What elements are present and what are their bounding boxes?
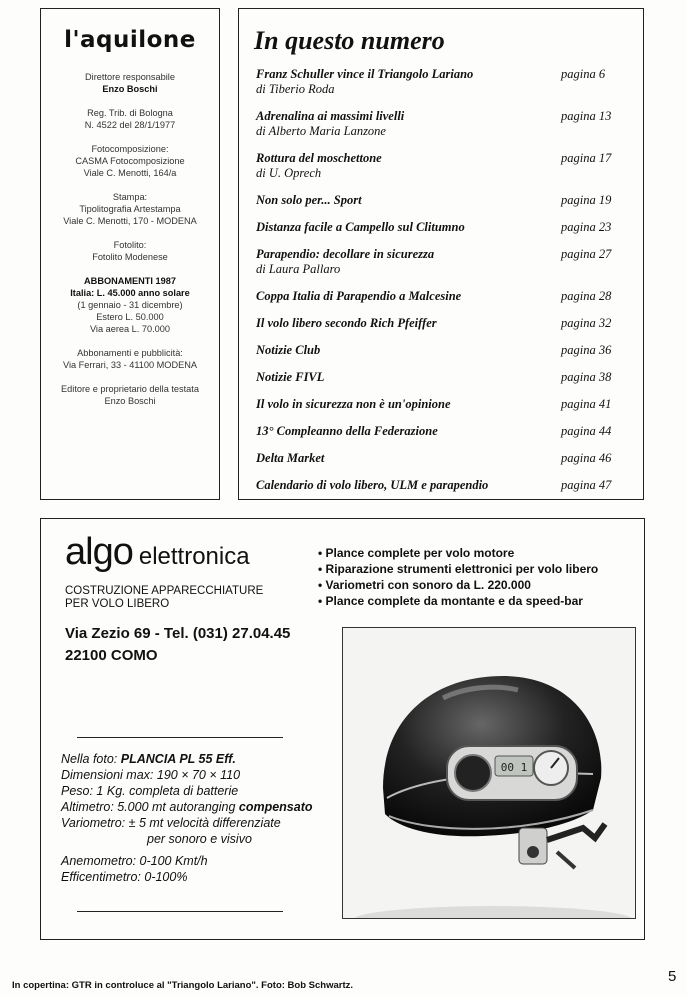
toc-entry-page: pagina 46 xyxy=(561,451,612,465)
toc-entry xyxy=(256,289,633,304)
fotocomposizione-label: Fotocomposizione: xyxy=(91,144,169,154)
fotolito-block xyxy=(41,239,219,263)
toc-entry-title: Franz Schuller vince il Triangolo Lariano xyxy=(256,67,474,81)
abbonamenti-italia: Italia: L. 45.000 anno solare xyxy=(70,288,190,298)
toc-entry-title: Coppa Italia di Parapendio a Malcesine xyxy=(256,289,462,303)
toc-entry-page: pagina 23 xyxy=(561,220,612,234)
table-of-contents xyxy=(238,8,644,500)
feature-item: • Riparazione strumenti elettronici per volo libero xyxy=(318,562,599,576)
abbonamenti-estero: Estero L. 50.000 xyxy=(96,312,164,322)
spec-altimetro-label: Altimetro: 5.000 mt autoranging xyxy=(61,800,239,814)
fotolito-line-1: Fotolito Modenese xyxy=(92,252,168,262)
helmet-photo-icon xyxy=(343,628,635,918)
brand-main: algo xyxy=(65,531,133,573)
spec-foto-label: Nella foto: xyxy=(61,752,121,766)
toc-entry-page: pagina 47 xyxy=(561,478,612,492)
toc-entry-title: Distanza facile a Campello sul Clitumno xyxy=(256,220,465,234)
feature-item: • Plance complete da montante e da speed-bar xyxy=(318,594,583,608)
spec-variometro-value: ± 5 mt velocità differenziate xyxy=(128,816,281,830)
fotolito-label: Fotolito: xyxy=(113,240,147,250)
pubblicita-block xyxy=(41,347,219,371)
toc-entry xyxy=(256,397,633,412)
toc-entry xyxy=(256,478,633,493)
toc-entry-page: pagina 27 xyxy=(561,247,612,261)
registration-block xyxy=(41,107,219,131)
brand-sub: elettronica xyxy=(138,543,250,570)
abbonamenti-period: (1 gennaio - 31 dicembre) xyxy=(77,300,183,310)
toc-entry xyxy=(256,370,633,385)
spec-variometro xyxy=(61,815,313,831)
toc-entry-page: pagina 28 xyxy=(561,289,612,303)
toc-entry-title: Non solo per... Sport xyxy=(256,193,362,207)
spec-altimetro-bold: compensato xyxy=(238,800,313,814)
toc-entry-title: Il volo in sicurezza non è un'opinione xyxy=(256,397,451,411)
address-line-2: 22100 COMO xyxy=(65,647,158,664)
spec-variometro-label: Variometro: xyxy=(61,816,129,830)
toc-entry-title: Notizie Club xyxy=(256,343,321,357)
spec-peso: Peso: 1 Kg. completa di batterie xyxy=(61,784,239,798)
spec-top-rule xyxy=(77,737,283,738)
toc-entry xyxy=(256,316,633,331)
tagline-line-2: PER VOLO LIBERO xyxy=(65,598,170,610)
feature-list xyxy=(318,545,598,609)
fotocomposizione-line-1: CASMA Fotocomposizione xyxy=(75,156,185,166)
toc-entry-title: Parapendio: decollare in sicurezza xyxy=(256,247,435,261)
spec-foto-value: PLANCIA PL 55 Eff. xyxy=(120,752,236,766)
pubblicita-address: Via Ferrari, 33 - 41100 MODENA xyxy=(63,360,197,370)
instrument-display: 00 1 xyxy=(500,761,528,774)
page-number: 5 xyxy=(668,968,677,985)
toc-entry-page: pagina 19 xyxy=(561,193,612,207)
toc-entry-title: Delta Market xyxy=(256,451,325,465)
toc-entry-page: pagina 6 xyxy=(561,67,606,81)
stampa-line-1: Tipolitografia Artestampa xyxy=(79,204,181,214)
toc-entry-page: pagina 41 xyxy=(561,397,612,411)
stampa-block xyxy=(41,191,219,227)
brand-name xyxy=(65,531,250,574)
algo-elettronica-ad xyxy=(40,518,645,940)
spec-anemometro: Anemometro: 0-100 Kmt/h xyxy=(61,854,208,868)
toc-entry-title: Adrenalina ai massimi livelli xyxy=(256,109,405,123)
toc-entry-title: Il volo libero secondo Rich Pfeiffer xyxy=(256,316,437,330)
toc-entry-author: di Alberto Maria Lanzone xyxy=(256,124,386,138)
director-label: Direttore responsabile xyxy=(85,72,175,82)
stampa-label: Stampa: xyxy=(112,192,148,202)
toc-entry-author: di Tiberio Roda xyxy=(256,82,335,96)
toc-entry-title: 13° Compleanno della Federazione xyxy=(256,424,438,438)
feature-item: • Variometri con sonoro da L. 220.000 xyxy=(318,578,531,592)
toc-entry-page: pagina 44 xyxy=(561,424,612,438)
toc-entry-page: pagina 32 xyxy=(561,316,612,330)
toc-entry xyxy=(256,247,633,277)
toc-entry xyxy=(256,151,633,181)
feature-item: • Plance complete per volo motore xyxy=(318,546,515,560)
editore-block xyxy=(41,383,219,407)
toc-entry xyxy=(256,193,633,208)
product-photo xyxy=(342,627,636,919)
product-specs xyxy=(61,751,313,885)
toc-entry-title: Notizie FIVL xyxy=(256,370,325,384)
spec-altimetro xyxy=(61,799,313,815)
spec-foto xyxy=(61,751,313,767)
toc-entry xyxy=(256,220,633,235)
toc-entry-page: pagina 13 xyxy=(561,109,612,123)
director-block xyxy=(41,71,219,95)
toc-entry-author: di U. Oprech xyxy=(256,166,322,180)
toc-entry-author: di Laura Pallaro xyxy=(256,262,341,276)
toc-entry xyxy=(256,109,633,139)
brand-tagline xyxy=(65,585,263,611)
abbonamenti-aerea: Via aerea L. 70.000 xyxy=(89,324,171,334)
toc-title: In questo numero xyxy=(254,26,445,55)
magazine-logo: l'aquilone xyxy=(64,27,196,53)
pubblicita-label: Abbonamenti e pubblicità: xyxy=(77,348,183,358)
spec-variometro-line-2: per sonoro e visivo xyxy=(147,832,252,846)
toc-entry xyxy=(256,67,633,97)
toc-entry-page: pagina 17 xyxy=(561,151,612,165)
fotocomposizione-block xyxy=(41,143,219,179)
toc-entry-page: pagina 38 xyxy=(561,370,612,384)
toc-entry xyxy=(256,343,633,358)
address-line-1: Via Zezio 69 - Tel. (031) 27.04.45 xyxy=(65,625,291,642)
spec-efficentimetro: Efficentimetro: 0-100% xyxy=(61,870,188,884)
toc-entry-title: Rottura del moschettone xyxy=(256,151,382,165)
stampa-line-2: Viale C. Menotti, 170 - MODENA xyxy=(63,216,197,226)
toc-entry-title: Calendario di volo libero, ULM e parapendio xyxy=(256,478,489,492)
registration-line-1: Reg. Trib. di Bologna xyxy=(87,108,173,118)
ad-address xyxy=(65,623,290,667)
fotocomposizione-line-2: Viale C. Menotti, 164/a xyxy=(83,168,177,178)
registration-line-2: N. 4522 del 28/1/1977 xyxy=(84,120,176,130)
toc-entry xyxy=(256,424,633,439)
abbonamenti-block xyxy=(41,275,219,335)
spec-bottom-rule xyxy=(77,911,283,912)
spec-dimensioni: Dimensioni max: 190 × 70 × 110 xyxy=(61,768,241,782)
abbonamenti-title: ABBONAMENTI 1987 xyxy=(84,276,176,286)
toc-entry xyxy=(256,451,633,466)
editore-name: Enzo Boschi xyxy=(104,396,156,406)
cover-caption: In copertina: GTR in controluce al "Triangolo Lariano". Foto: Bob Schwartz. xyxy=(12,980,353,991)
editore-label: Editore e proprietario della testata xyxy=(61,384,199,394)
masthead-box xyxy=(40,8,220,500)
tagline-line-1: COSTRUZIONE APPARECCHIATURE xyxy=(65,585,264,597)
director-name: Enzo Boschi xyxy=(102,84,158,94)
toc-entry-page: pagina 36 xyxy=(561,343,612,357)
